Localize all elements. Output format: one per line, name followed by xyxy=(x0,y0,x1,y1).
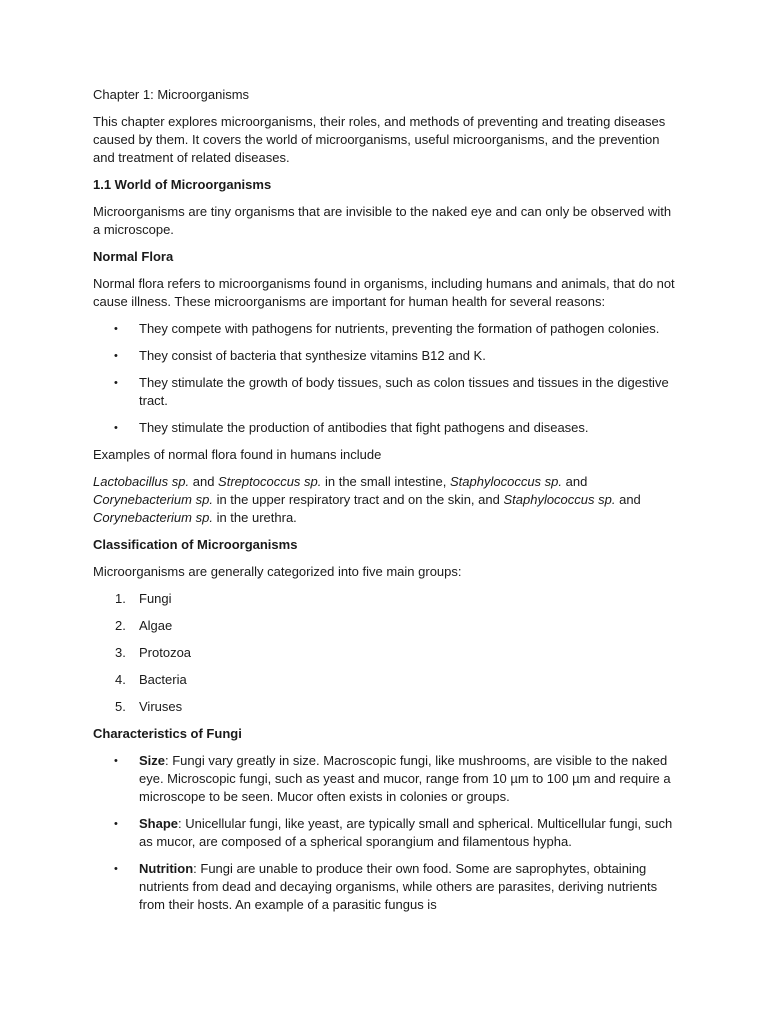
organism-name: Staphylococcus sp. xyxy=(450,474,563,489)
classification-paragraph: Microorganisms are generally categorized into five main groups: xyxy=(93,564,462,579)
list-item xyxy=(93,374,676,410)
list-item-text: Protozoa xyxy=(139,645,192,660)
list-item-text: : Fungi are unable to produce their own food. Some are saprophytes, obtaining nutrients from dead and decaying organisms, while others are parasites, deriving nutrients from their hosts. An example of a parasitic fungus is xyxy=(139,861,658,912)
list-item xyxy=(93,752,676,806)
list-item xyxy=(93,617,676,635)
world-paragraph: Microorganisms are tiny organisms that are invisible to the naked eye and can only be observed with a microscope. xyxy=(93,204,672,237)
examples-intro: Examples of normal flora found in humans include xyxy=(93,447,382,462)
organism-name: Corynebacterium sp. xyxy=(93,492,213,507)
term-label: Nutrition xyxy=(139,861,194,876)
list-item xyxy=(93,320,676,338)
list-item xyxy=(93,644,676,662)
list-item-text: They stimulate the production of antibodies that fight pathogens and diseases. xyxy=(139,420,589,435)
classification-list xyxy=(93,590,676,716)
term-label: Size xyxy=(139,753,166,768)
organism-name: Streptococcus sp. xyxy=(218,474,322,489)
normal-flora-list xyxy=(93,320,676,437)
list-item xyxy=(93,860,676,914)
list-number: 2. xyxy=(115,618,126,633)
list-item xyxy=(93,347,676,365)
list-item xyxy=(93,815,676,851)
bullet-icon: • xyxy=(114,377,118,389)
list-item-text: : Unicellular fungi, like yeast, are typically small and spherical. Multicellular fungi, such as mucor, are composed of a spherical sporangium and filamentous hypha. xyxy=(139,816,673,849)
term-label: Shape xyxy=(139,816,179,831)
list-item-text: Viruses xyxy=(139,699,183,714)
list-number: 1. xyxy=(115,591,126,606)
organism-name: Corynebacterium sp. xyxy=(93,510,213,525)
list-number: 3. xyxy=(115,645,126,660)
normal-flora-paragraph: Normal flora refers to microorganisms found in organisms, including humans and animals, that do not cause illness. These microorganisms are important for human health for several reasons: xyxy=(93,276,675,309)
fungi-characteristics-list xyxy=(93,752,676,914)
bullet-icon: • xyxy=(114,818,118,830)
heading-normal-flora: Normal Flora xyxy=(93,249,174,264)
bullet-icon: • xyxy=(114,350,118,362)
heading-characteristics-of-fungi: Characteristics of Fungi xyxy=(93,726,242,741)
list-item xyxy=(93,698,676,716)
bullet-icon: • xyxy=(114,863,118,875)
list-item xyxy=(93,590,676,608)
list-item-text: They compete with pathogens for nutrients, preventing the formation of pathogen colonies. xyxy=(139,321,660,336)
bullet-icon: • xyxy=(114,422,118,434)
list-item-text: They consist of bacteria that synthesize vitamins B12 and K. xyxy=(139,348,486,363)
heading-classification: Classification of Microorganisms xyxy=(93,537,298,552)
list-number: 4. xyxy=(115,672,126,687)
bullet-icon: • xyxy=(114,323,118,335)
list-item-text: Bacteria xyxy=(139,672,187,687)
list-item-text: : Fungi vary greatly in size. Macroscopic fungi, like mushrooms, are visible to the naked eye. Microscopic fungi, such as yeast and mucor, range from 10 µm to 100 µm and require a microscope to be seen. Mucor often exists in colonies or groups. xyxy=(139,753,671,804)
chapter-title: Chapter 1: Microorganisms xyxy=(93,87,250,102)
list-item-text: They stimulate the growth of body tissues, such as colon tissues and tissues in the digestive tract. xyxy=(139,375,669,408)
examples-paragraph: Lactobacillus sp. and Streptococcus sp. in the small intestine, Staphylococcus sp. and Corynebacterium sp. in the upper respiratory tract and on the skin, and Staphylococcus sp. and Corynebacterium sp. in the urethra. xyxy=(93,474,641,525)
list-number: 5. xyxy=(115,699,126,714)
bullet-icon: • xyxy=(114,755,118,767)
list-item xyxy=(93,419,676,437)
list-item-text: Algae xyxy=(139,618,173,633)
list-item xyxy=(93,671,676,689)
organism-name: Staphylococcus sp. xyxy=(503,492,616,507)
heading-world-of-microorganisms: 1.1 World of Microorganisms xyxy=(93,177,272,192)
intro-paragraph: This chapter explores microorganisms, their roles, and methods of preventing and treating diseases caused by them. It covers the world of microorganisms, useful microorganisms, and the prevention and treatment of related diseases. xyxy=(93,114,666,165)
list-item-text: Fungi xyxy=(139,591,172,606)
organism-name: Lactobacillus sp. xyxy=(93,474,190,489)
